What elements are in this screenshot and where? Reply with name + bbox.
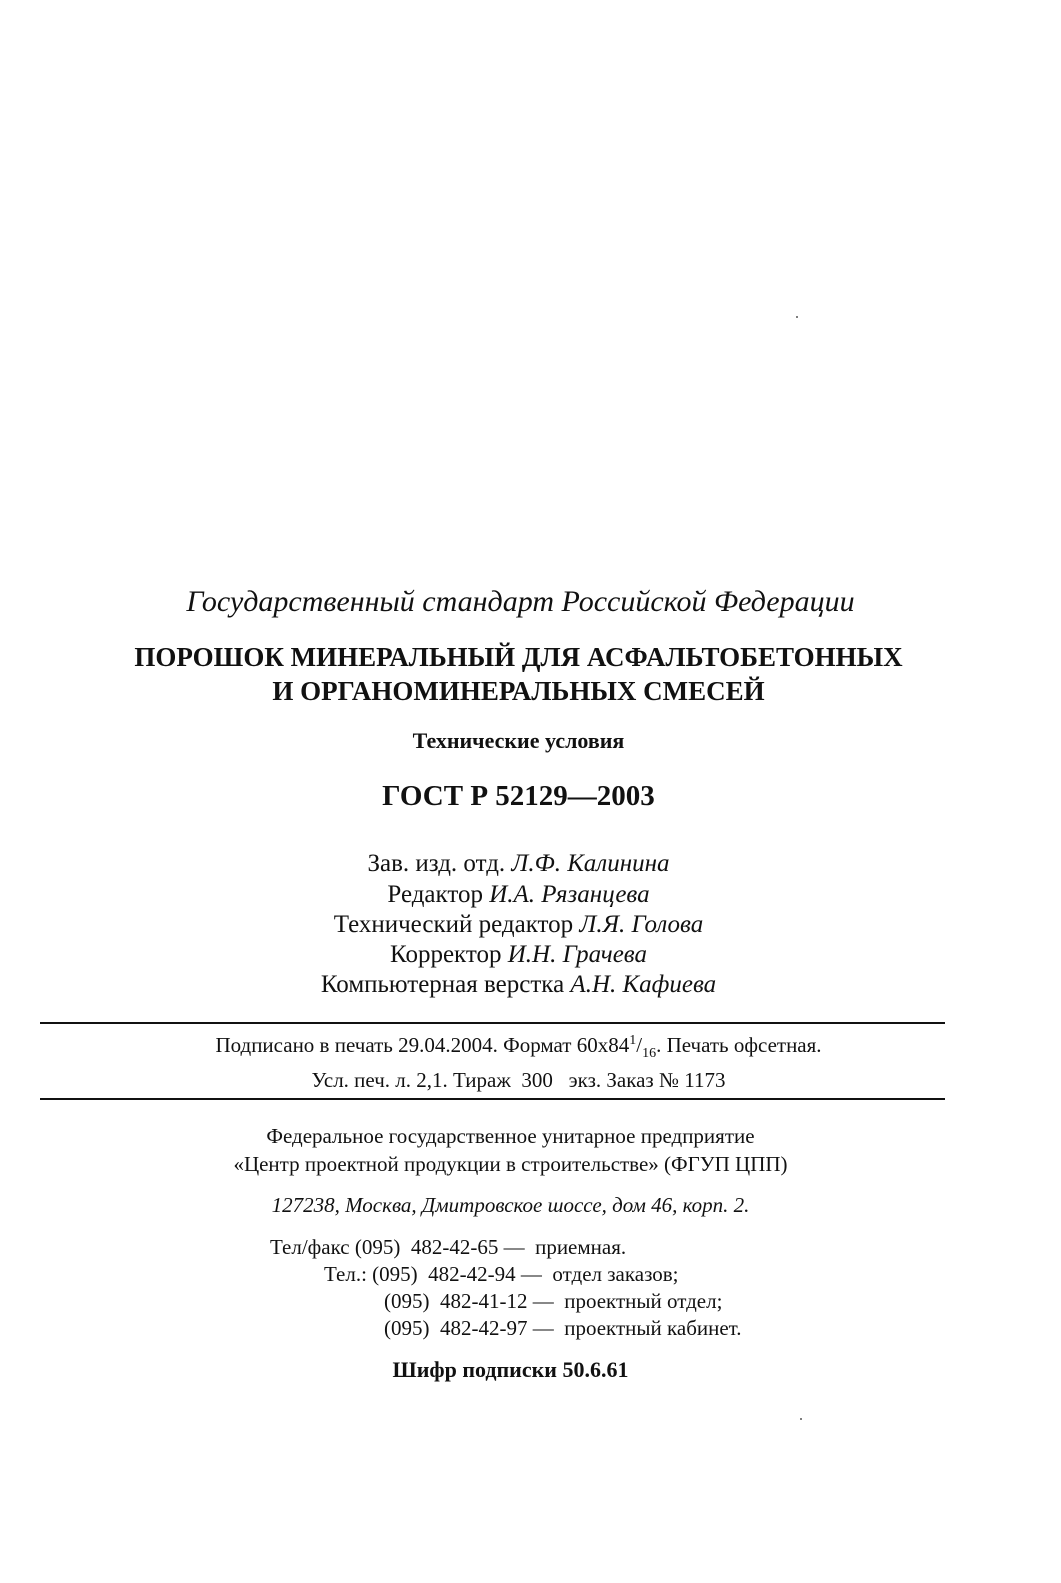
credit-name: А.Н. Кафиева	[570, 971, 717, 998]
imprint-run-line: Усл. печ. л. 2,1. Тираж 300 экз. Заказ № 1173	[311, 1068, 726, 1092]
phone-number: (095) 482-42-97	[384, 1316, 528, 1340]
credit-name: И.А. Рязанцева	[489, 881, 650, 908]
phone-number: (095) 482-42-94	[372, 1262, 516, 1286]
phone-department: — отдел заказов;	[520, 1262, 679, 1286]
divider-bottom	[40, 1098, 945, 1100]
subscription-cipher: Шифр подписки 50.6.61	[392, 1357, 629, 1382]
phone-row	[270, 1261, 742, 1288]
standard-name: Государственный стандарт Российской Федерации	[186, 585, 855, 618]
phone-list	[270, 1234, 742, 1342]
subtitle: Технические условия	[412, 728, 625, 753]
title-line-1: ПОРОШОК МИНЕРАЛЬНЫЙ ДЛЯ АСФАЛЬТОБЕТОННЫХ	[134, 642, 903, 672]
format-denominator: 16	[642, 1046, 657, 1062]
imprint-signed-prefix: Подписано в печать 29.04.2004. Формат 60x84	[215, 1033, 630, 1057]
phone-department: — приемная.	[503, 1235, 627, 1259]
standard-designation: ГОСТ Р 52129—2003	[382, 780, 655, 812]
publisher-address: 127238, Москва, Дмитровское шоссе, дом 46, корп. 2.	[271, 1193, 750, 1217]
credit-name: И.Н. Грачева	[507, 941, 647, 968]
imprint-signed-suffix: . Печать офсетная.	[656, 1033, 822, 1057]
phone-number: (095) 482-41-12	[384, 1289, 528, 1313]
credit-line	[0, 941, 1049, 969]
phone-label: Тел.:	[324, 1262, 367, 1286]
credit-line	[0, 971, 1049, 999]
credit-role: Редактор	[387, 881, 483, 908]
credit-role: Зав. изд. отд.	[367, 850, 506, 877]
phone-label: Тел/факс	[270, 1235, 350, 1259]
phone-department: — проектный отдел;	[532, 1289, 723, 1313]
title-line-2: И ОРГАНОМИНЕРАЛЬНЫХ СМЕСЕЙ	[272, 676, 765, 706]
phone-number: (095) 482-42-65	[354, 1235, 499, 1259]
credit-line	[0, 911, 1049, 939]
phone-department: — проектный кабинет.	[532, 1316, 742, 1340]
phone-row	[270, 1234, 742, 1261]
publisher-line-1: Федеральное государственное унитарное предприятие	[266, 1124, 755, 1148]
scan-speck	[800, 1418, 802, 1420]
credit-line	[0, 850, 1049, 878]
phone-row	[270, 1288, 742, 1315]
format-slash: /	[636, 1033, 643, 1057]
credit-role: Корректор	[390, 941, 502, 968]
credit-line	[0, 881, 1049, 909]
credit-name: Л.Ф. Калинина	[511, 850, 670, 877]
credit-role: Технический редактор	[333, 911, 574, 938]
divider-top	[40, 1022, 945, 1024]
scan-speck	[796, 316, 798, 318]
credit-name: Л.Я. Голова	[579, 911, 704, 938]
phone-row	[270, 1315, 742, 1342]
credit-role: Компьютерная верстка	[320, 971, 565, 998]
imprint-signed-line	[0, 1033, 1049, 1062]
publisher-line-2: «Центр проектной продукции в строительстве» (ФГУП ЦПП)	[233, 1152, 788, 1176]
format-numerator: 1	[629, 1033, 637, 1048]
